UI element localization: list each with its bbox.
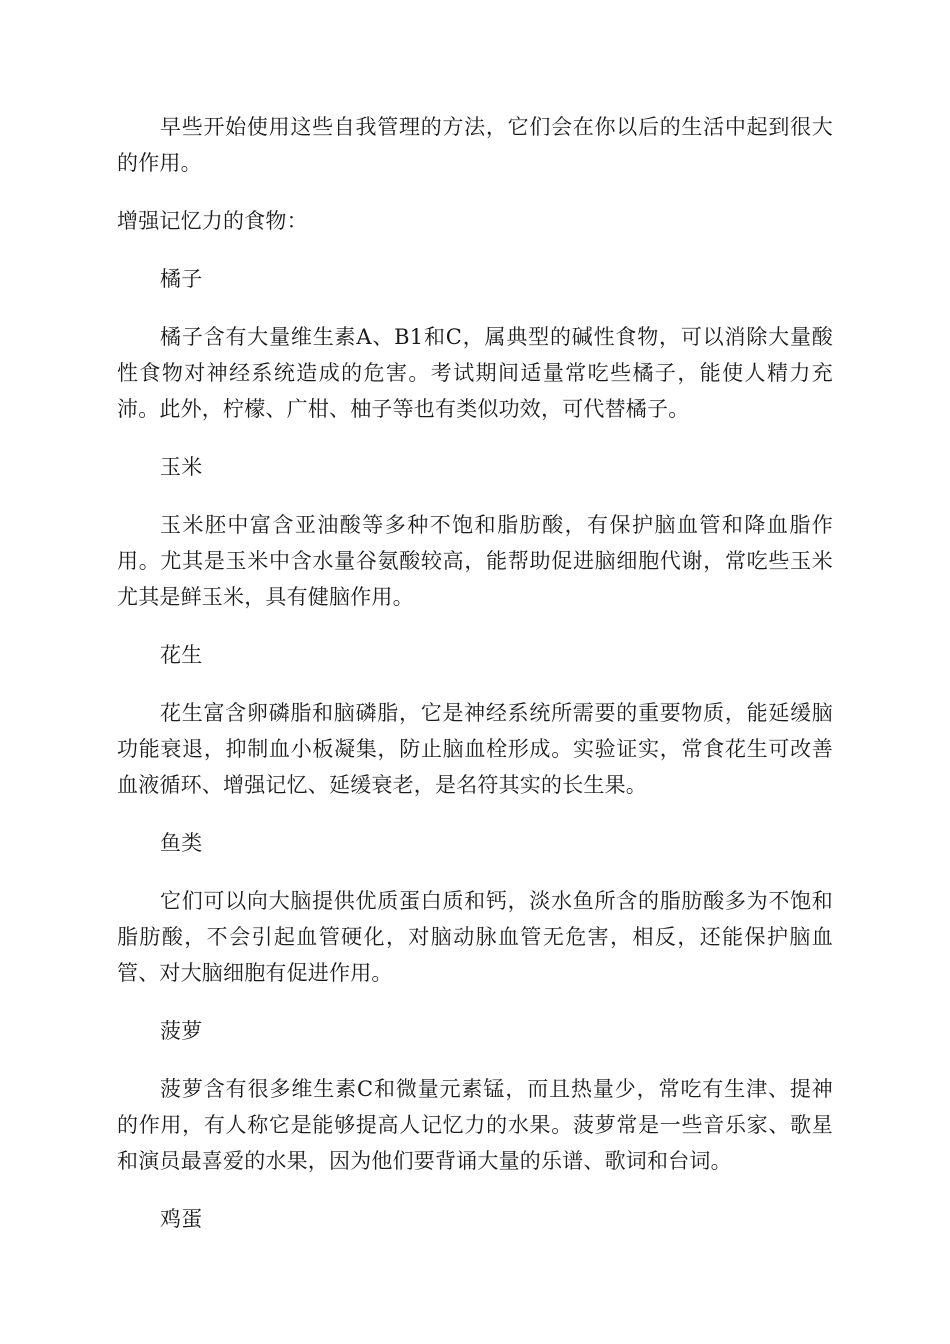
food-description-corn: 玉米胚中富含亚油酸等多种不饱和脂肪酸，有保护脑血管和降血脂作用。尤其是玉米中含水量谷氨酸较高，能帮助促进脑细胞代谢，常吃些玉米尤其是鲜玉米，具有健脑作用。 — [117, 513, 833, 609]
food-heading-egg: 鸡蛋 — [160, 1207, 203, 1231]
food-description-orange: 橘子含有大量维生素A、B1和C，属典型的碱性食物，可以消除大量酸性食物对神经系统造成的危害。考试期间适量常吃些橘子，能使人精力充沛。此外，柠檬、广柑、柚子等也有类似功效，可代替橘子。 — [117, 325, 833, 421]
food-heading-fish: 鱼类 — [160, 831, 203, 855]
section-title: 增强记忆力的食物： — [117, 209, 308, 233]
food-heading-pineapple: 菠萝 — [160, 1019, 203, 1043]
intro-paragraph: 早些开始使用这些自我管理的方法，它们会在你以后的生活中起到很大的作用。 — [117, 115, 833, 175]
food-heading-peanut: 花生 — [160, 643, 203, 667]
food-description-pineapple: 菠萝含有很多维生素C和微量元素锰，而且热量少，常吃有生津、提神的作用，有人称它是能够提高人记忆力的水果。菠萝常是一些音乐家、歌星和演员最喜爱的水果，因为他们要背诵大量的乐谱、歌词和台词。 — [117, 1077, 833, 1173]
food-heading-corn: 玉米 — [160, 455, 203, 479]
food-description-peanut: 花生富含卵磷脂和脑磷脂，它是神经系统所需要的重要物质，能延缓脑功能衰退，抑制血小板凝集，防止脑血栓形成。实验证实，常食花生可改善血液循环、增强记忆、延缓衰老，是名符其实的长生果。 — [117, 701, 833, 797]
food-description-fish: 它们可以向大脑提供优质蛋白质和钙，淡水鱼所含的脂肪酸多为不饱和脂肪酸，不会引起血管硬化，对脑动脉血管无危害，相反，还能保护脑血管、对大脑细胞有促进作用。 — [117, 889, 833, 985]
document-page — [117, 109, 833, 1259]
food-heading-orange: 橘子 — [160, 267, 203, 291]
